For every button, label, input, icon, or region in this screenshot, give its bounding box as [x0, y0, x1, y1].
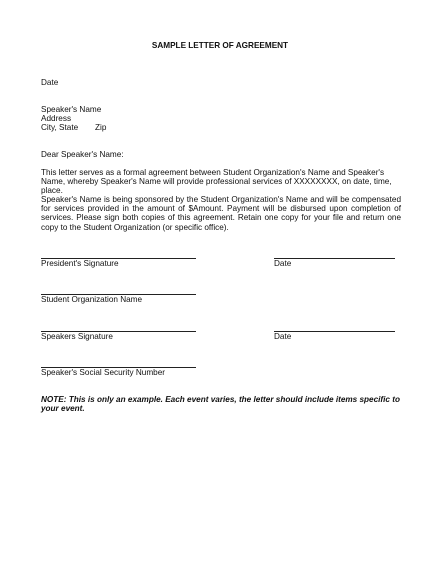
speaker-signature-label: Speakers Signature — [41, 332, 113, 341]
date-label-1: Date — [274, 259, 292, 268]
president-signature-label: President's Signature — [41, 259, 119, 268]
org-name-label: Student Organization Name — [41, 295, 143, 304]
recipient-city-state: City, State — [41, 123, 79, 132]
date-line-2 — [274, 331, 395, 332]
paragraph-compensation: Speaker's Name is being sponsored by the Student Organization's Name and will be compensated for services provided in the amount of $Amount. Payment will be disbursed upon completion of services. Please sign both copies of this agreement. Retain one copy for your file and return one copy to the Student Organization (or specific office). — [41, 195, 401, 232]
date-line-1 — [274, 258, 395, 259]
date-label-2: Date — [274, 332, 292, 341]
ssn-label: Speaker's Social Security Number — [41, 368, 165, 377]
recipient-address: Address — [41, 114, 72, 123]
salutation: Dear Speaker's Name: — [41, 150, 124, 159]
paragraph-agreement: This letter serves as a formal agreement between Student Organization's Name and Speaker's Name, whereby Speaker's Name will provide professional services of XXXXXXXX, on date, time, place. — [41, 168, 392, 196]
date-label: Date — [41, 78, 59, 87]
note-text: NOTE: This is only an example. Each event varies, the letter should include items specific to your event. — [41, 395, 400, 414]
recipient-name: Speaker's Name — [41, 105, 102, 114]
page-title: SAMPLE LETTER OF AGREEMENT — [151, 41, 289, 50]
recipient-zip: Zip — [95, 123, 107, 132]
